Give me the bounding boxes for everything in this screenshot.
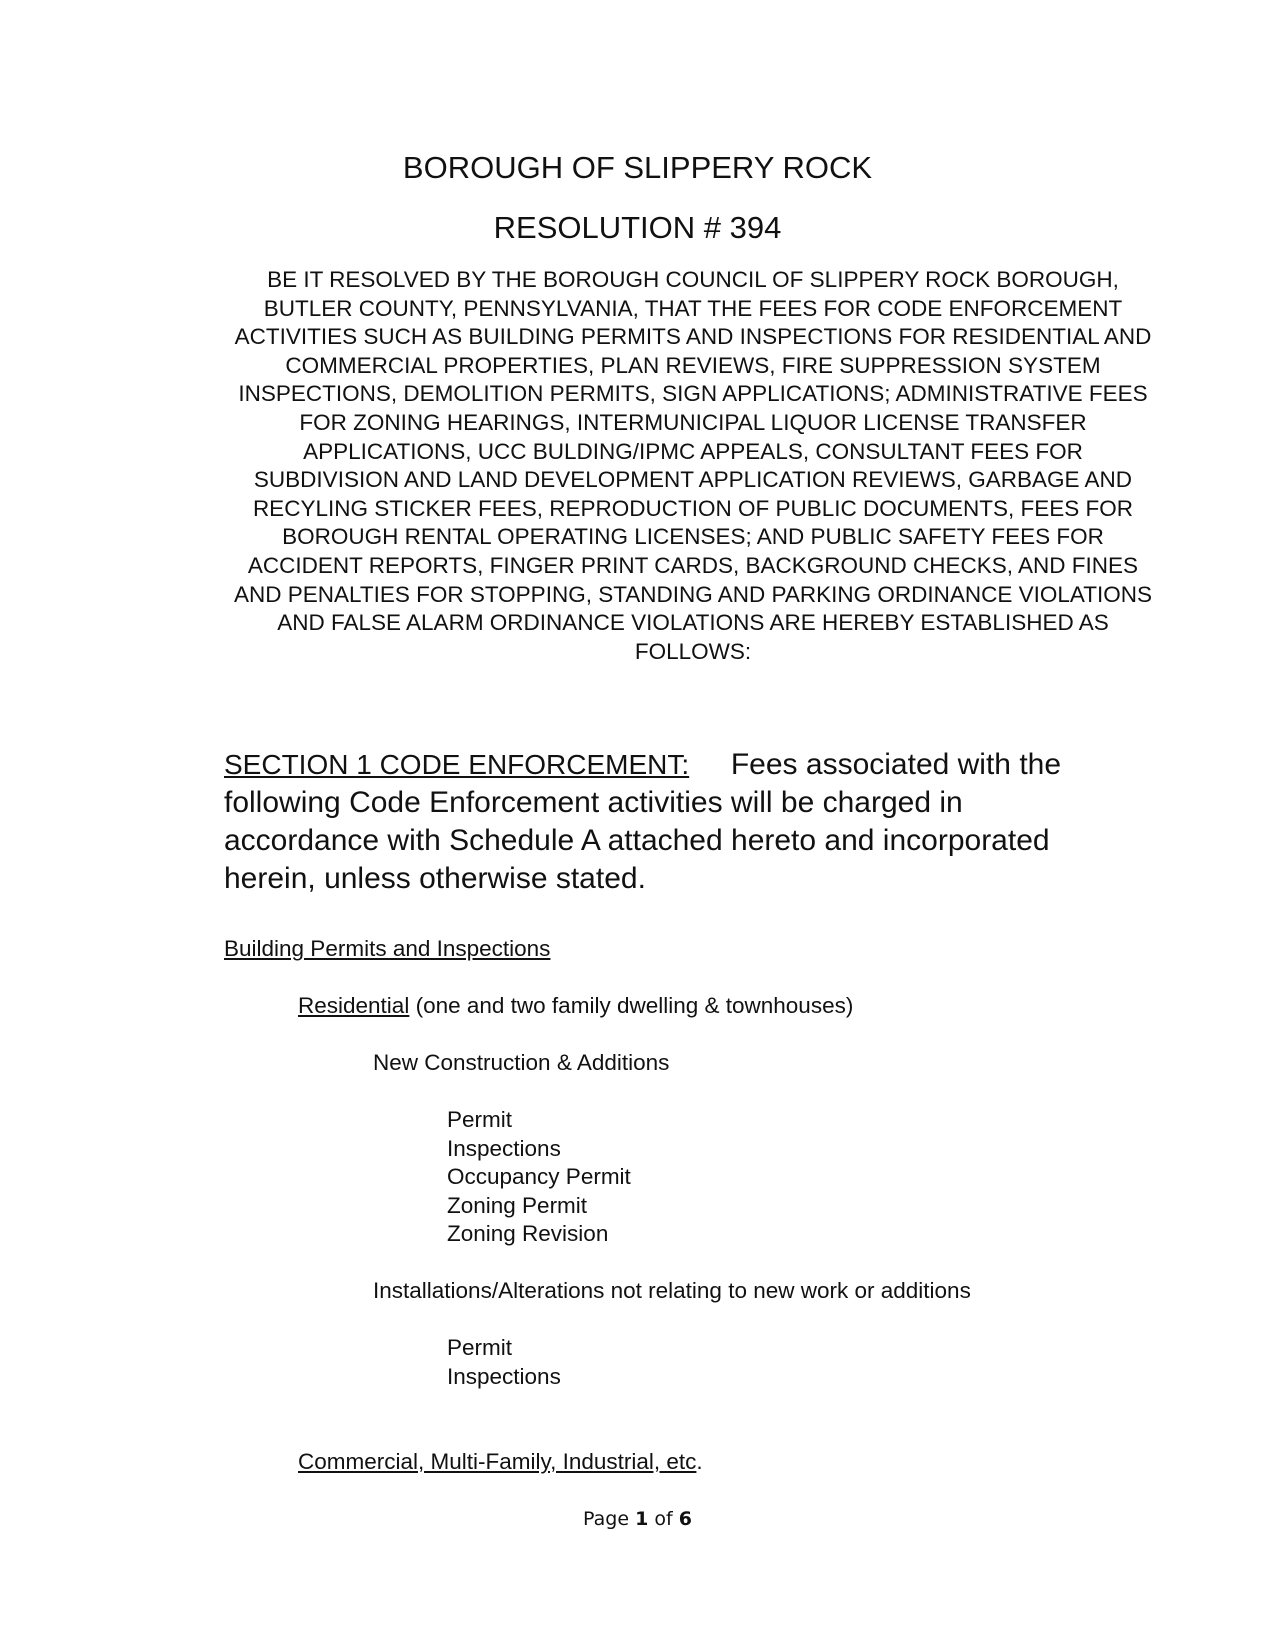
resolution-number: RESOLUTION # 394 [493, 210, 782, 245]
borough-title: BOROUGH OF SLIPPERY ROCK [402, 150, 873, 185]
installations-heading: Installations/Alterations not relating to new work or additions [373, 1278, 971, 1303]
commercial-label: Commercial, Multi-Family, Industrial, etc [298, 1449, 697, 1474]
residential-note: (one and two family dwelling & townhouses) [415, 993, 854, 1018]
new-construction-list [447, 1106, 631, 1249]
of-word: of [654, 1508, 673, 1530]
commercial-suffix: . [696, 1449, 703, 1474]
residential-label: Residential [298, 993, 410, 1018]
commercial-heading [298, 1449, 703, 1475]
list-item: Inspections [447, 1135, 561, 1161]
list-item: Inspections [447, 1363, 561, 1389]
section-1-text: Fees associated with the following Code Enforcement activities will be charged in accordance with Schedule A attached hereto and incorporated herein, unless otherwise stated. [224, 748, 1062, 895]
total-pages-number: 6 [678, 1508, 692, 1530]
resolution-preamble: BE IT RESOLVED BY THE BOROUGH COUNCIL OF SLIPPERY ROCK BOROUGH, BUTLER COUNTY, PENNSYLVANIA, THAT THE FEES FOR CODE ENFORCEMENT ACTIVITIES SUCH AS BUILDING PERMITS AND INSPECTIONS FOR RESIDENTIAL AND COMMERCIAL PROPERTIES, PLAN REVIEWS, FIRE SUPPRESSION SYSTEM INSPECTIONS, DEMOLITION PERMITS, SIGN APPLICATIONS; ADMINISTRATIVE FEES FOR ZONING HEARINGS, INTERMUNICIPAL LIQUOR LICENSE TRANSFER APPLICATIONS, UCC BULDING/IPMC APPEALS, CONSULTANT FEES FOR SUBDIVISION AND LAND DEVELOPMENT APPLICATION REVIEWS, GARBAGE AND RECYLING STICKER FEES, REPRODUCTION OF PUBLIC DOCUMENTS, FEES FOR BOROUGH RENTAL OPERATING LICENSES; AND PUBLIC SAFETY FEES FOR ACCIDENT REPORTS, FINGER PRINT CARDS, BACKGROUND CHECKS, AND FINES AND PENALTIES FOR STOPPING, STANDING AND PARKING ORDINANCE VIOLATIONS AND FALSE ALARM ORDINANCE VIOLATIONS ARE HEREBY ESTABLISHED AS FOLLOWS: [233, 267, 1153, 664]
list-item: Zoning Permit [447, 1192, 588, 1218]
installations-list [447, 1334, 561, 1391]
list-item: Permit [447, 1335, 513, 1360]
building-permits-heading: Building Permits and Inspections [224, 936, 551, 961]
section-1-label: SECTION 1 CODE ENFORCEMENT: [224, 749, 690, 780]
list-item: Occupancy Permit [447, 1164, 631, 1189]
section-1-paragraph [224, 746, 1104, 898]
residential-heading [298, 993, 853, 1019]
new-construction-heading: New Construction & Additions [373, 1050, 670, 1075]
current-page-number: 1 [635, 1508, 649, 1530]
page-word: Page [583, 1508, 630, 1530]
page-footer [0, 1508, 1275, 1530]
list-item: Zoning Revision [447, 1221, 609, 1246]
list-item: Permit [447, 1107, 513, 1132]
